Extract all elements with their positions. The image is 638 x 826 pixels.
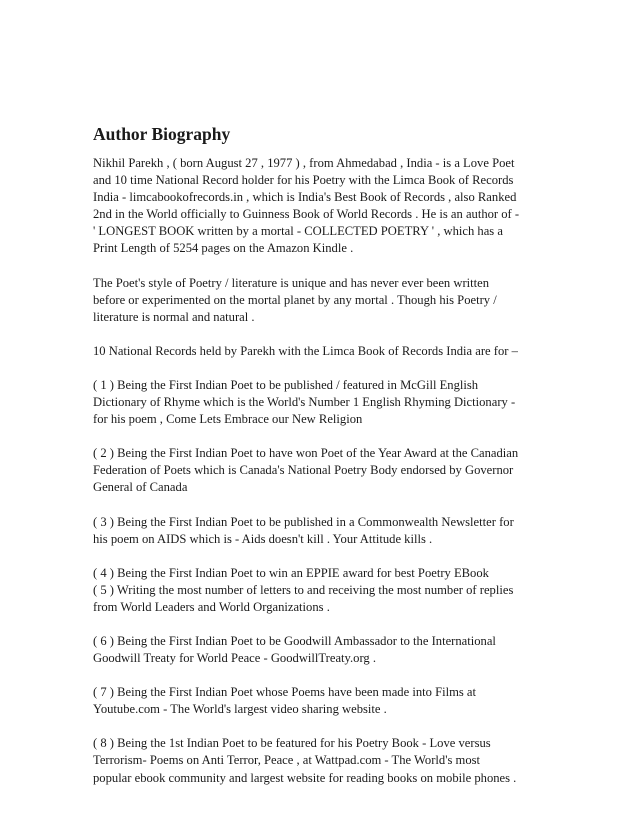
text-line: ( 8 ) Being the 1st Indian Poet to be featured for his Poetry Book - Love versus (93, 736, 491, 751)
text-line: ( 1 ) Being the First Indian Poet to be published / featured in McGill English (93, 377, 479, 392)
text-line: from World Leaders and World Organizations . (93, 599, 330, 614)
page-title: Author Biography (93, 124, 231, 144)
text-line: General of Canada (93, 480, 188, 495)
text-line: ( 5 ) Writing the most number of letters to and receiving the most number of replies (93, 582, 514, 597)
text-line: 10 National Records held by Parekh with the Limca Book of Records India are for – (93, 343, 518, 358)
text-line: literature is normal and natural . (93, 309, 255, 324)
text-line: his poem on AIDS which is - Aids doesn't kill . Your Attitude kills . (93, 531, 433, 546)
text-line: 2nd in the World officially to Guinness Book of World Records . He is an author of - (93, 207, 520, 222)
text-line: ( 6 ) Being the First Indian Poet to be Goodwill Ambassador to the International (93, 633, 496, 648)
paragraph (93, 684, 553, 718)
text-line: Nikhil Parekh , ( born August 27 , 1977 ) , from Ahmedabad , India - is a Love Poet (93, 156, 515, 170)
document-page (93, 124, 553, 804)
paragraph (93, 735, 553, 786)
text-line: The Poet's style of Poetry / literature is unique and has never ever been written (93, 275, 490, 290)
paragraph (93, 565, 553, 616)
text-line: for his poem , Come Lets Embrace our New Religion (93, 412, 363, 427)
paragraph (93, 377, 553, 428)
paragraph (93, 155, 553, 258)
text-line: popular ebook community and largest website for reading books on mobile phones . (93, 770, 517, 785)
text-line: Goodwill Treaty for World Peace - GoodwillTreaty.org . (93, 651, 377, 666)
paragraph-list (93, 155, 553, 787)
text-line: ' LONGEST BOOK written by a mortal - COLLECTED POETRY ' , which has a (93, 224, 503, 239)
text-line: ( 7 ) Being the First Indian Poet whose Poems have been made into Films at (93, 685, 477, 700)
text-line: Print Length of 5254 pages on the Amazon Kindle . (93, 241, 354, 256)
text-line: Federation of Poets which is Canada's National Poetry Body endorsed by Governor (93, 463, 514, 478)
paragraph (93, 514, 553, 548)
paragraph (93, 275, 553, 326)
paragraph (93, 445, 553, 496)
paragraph (93, 633, 553, 667)
text-line: Terrorism- Poems on Anti Terror, Peace , at Wattpad.com - The World's most (93, 753, 481, 768)
text-line: Youtube.com - The World's largest video sharing website . (93, 702, 387, 717)
text-line: ( 2 ) Being the First Indian Poet to have won Poet of the Year Award at the Canadian (93, 446, 519, 461)
paragraph (93, 343, 553, 360)
text-line: ( 3 ) Being the First Indian Poet to be published in a Commonwealth Newsletter for (93, 514, 514, 529)
text-line: ( 4 ) Being the First Indian Poet to win an EPPIE award for best Poetry EBook (93, 565, 489, 580)
text-line: Dictionary of Rhyme which is the World's Number 1 English Rhyming Dictionary - (93, 395, 516, 410)
text-line: and 10 time National Record holder for his Poetry with the Limca Book of Records (93, 173, 514, 188)
text-line: before or experimented on the mortal planet by any mortal . Though his Poetry / (93, 292, 497, 307)
text-line: India - limcabookofrecords.in , which is India's Best Book of Records , also Ranked (93, 190, 517, 205)
